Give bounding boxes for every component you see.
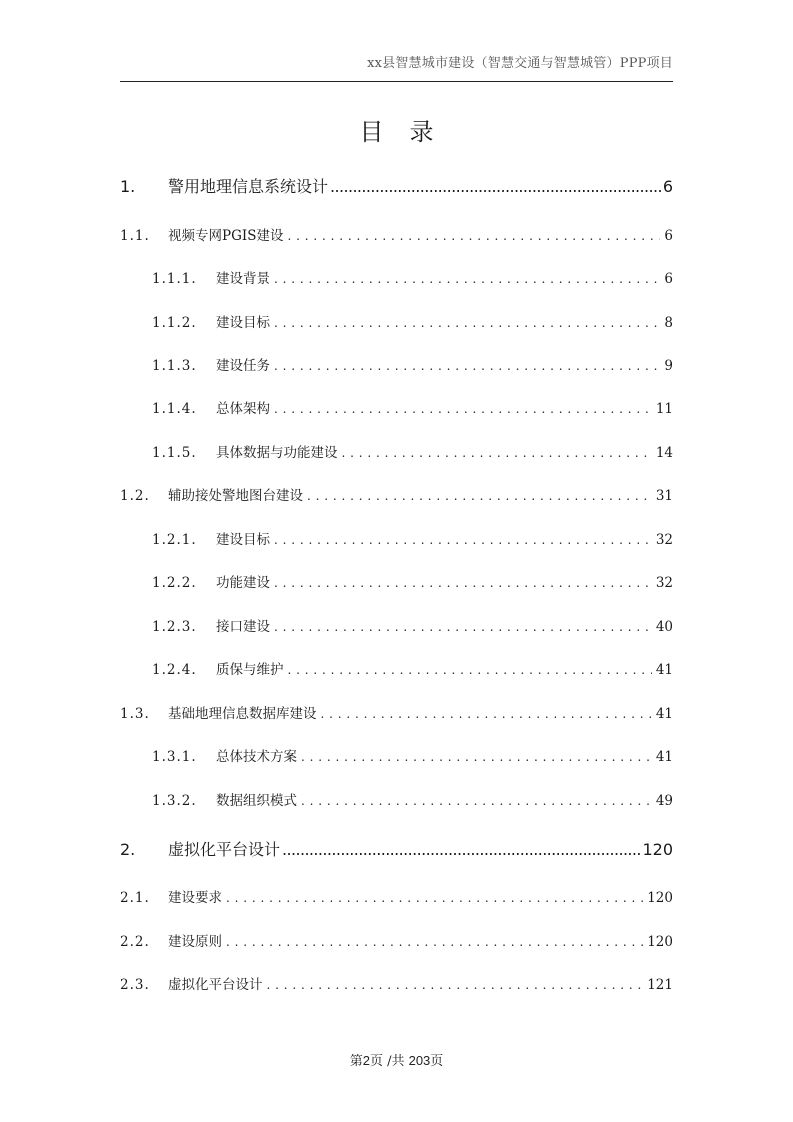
toc-entry-number: 1.: [120, 177, 136, 196]
toc-entry-number: 1.1.: [120, 228, 150, 244]
toc-entry[interactable]: [152, 571, 673, 591]
toc-leader-dots: [301, 794, 652, 808]
toc-entry-page: 14: [655, 445, 673, 461]
toc-leader-dots: [307, 489, 652, 503]
toc-entry[interactable]: [120, 973, 673, 993]
toc-entry-number: 2.3.: [120, 977, 150, 993]
toc-leader-dots: [301, 750, 652, 764]
toc-entry-title: 虚拟化平台设计: [168, 977, 263, 993]
toc-entry[interactable]: [120, 224, 673, 244]
toc-entry-page: 120: [647, 934, 673, 950]
toc-entry-number: 1.1.4.: [152, 401, 197, 417]
toc-entry-number: 2.: [120, 840, 136, 859]
toc-leader-dots: [274, 533, 652, 547]
toc-entry-number: 1.1.5.: [152, 445, 197, 461]
toc-entry-title: 视频专网PGIS建设: [168, 228, 284, 244]
toc-entry-number: 1.2.1.: [152, 532, 197, 548]
footer-current-page: 2: [362, 1053, 370, 1068]
toc-entry-number: 1.2.: [120, 488, 150, 504]
toc-entry-page: 8: [664, 315, 673, 331]
toc-leader-dots: [226, 891, 643, 905]
toc-leader-dots: [226, 935, 643, 949]
toc-entry-page: 9: [664, 358, 673, 374]
toc-entry-number: 1.3.2.: [152, 793, 197, 809]
toc-leader-dots: [274, 402, 652, 416]
toc-leader-dots: [330, 177, 661, 196]
toc-leader-dots: [274, 620, 652, 634]
toc-entry-page: 121: [647, 977, 673, 993]
page-header: xx县智慧城市建设（智慧交通与智慧城管）PPP项目: [367, 56, 673, 71]
toc-entry[interactable]: [152, 267, 673, 287]
header-rule: [120, 81, 673, 82]
toc-entry[interactable]: [152, 354, 673, 374]
toc-entry[interactable]: [152, 789, 673, 809]
toc-entry-page: 11: [655, 401, 673, 417]
toc-entry-title: 建设原则: [168, 934, 222, 950]
toc-entry-number: 1.2.2.: [152, 575, 197, 591]
toc-leader-dots: [274, 316, 660, 330]
toc-entry[interactable]: [152, 311, 673, 331]
toc-entry-page: 49: [655, 793, 673, 809]
toc-entry[interactable]: [120, 886, 673, 906]
toc-entry-page: 32: [655, 532, 673, 548]
toc-entry-title: 总体技术方案: [216, 749, 297, 765]
toc-entry[interactable]: [152, 441, 673, 461]
toc-entry-title: 建设目标: [216, 532, 270, 548]
toc-entry-title: 建设要求: [168, 890, 222, 906]
toc-entry-title: 辅助接处警地图台建设: [168, 488, 303, 504]
toc-entry[interactable]: [120, 174, 673, 197]
toc-entry[interactable]: [152, 615, 673, 635]
toc-entry[interactable]: [152, 745, 673, 765]
toc-entry[interactable]: [152, 397, 673, 417]
toc-entry-number: 2.1.: [120, 890, 150, 906]
toc-entry[interactable]: [152, 528, 673, 548]
toc-entry-number: 1.1.3.: [152, 358, 197, 374]
toc-entry-page: 41: [655, 706, 673, 722]
toc-entry-page: 32: [655, 575, 673, 591]
toc-entry-title: 具体数据与功能建设: [216, 445, 338, 461]
toc-entry-title: 质保与维护: [216, 662, 284, 678]
toc-entry-page: 31: [655, 488, 673, 504]
footer-total-pages: 203: [408, 1053, 431, 1068]
toc-entry-number: 1.3.1.: [152, 749, 197, 765]
toc-entry-number: 1.1.2.: [152, 315, 197, 331]
toc-leader-dots: [274, 576, 652, 590]
toc-leader-dots: [274, 359, 660, 373]
footer-middle: 页 /共: [369, 1054, 409, 1069]
toc-leader-dots: [321, 707, 652, 721]
toc-entry-page: 6: [664, 228, 673, 244]
toc-entry-title: 数据组织模式: [216, 793, 297, 809]
toc-entry-page: 6: [662, 177, 673, 196]
toc-entry-title: 接口建设: [216, 619, 270, 635]
toc-entry-title: 建设目标: [216, 315, 270, 331]
footer-prefix: 第: [349, 1054, 363, 1069]
toc-entry-number: 1.2.3.: [152, 619, 197, 635]
toc-leader-dots: [267, 978, 644, 992]
toc-entry-page: 41: [655, 749, 673, 765]
toc-entry-title: 警用地理信息系统设计: [168, 177, 329, 196]
toc-leader-dots: [288, 663, 652, 677]
toc-entry-page: 120: [647, 890, 673, 906]
toc-entry[interactable]: [152, 658, 673, 678]
toc-entry-number: 1.3.: [120, 706, 150, 722]
toc-entry-page: 120: [642, 840, 673, 859]
footer-suffix: 页: [430, 1054, 444, 1069]
toc-entry-page: 6: [664, 271, 673, 287]
toc-entry-number: 2.2.: [120, 934, 150, 950]
toc-leader-dots: [287, 229, 660, 243]
toc-leader-dots: [274, 272, 660, 286]
toc-entry-number: 1.2.4.: [152, 662, 197, 678]
toc-entry-title: 建设任务: [216, 358, 270, 374]
toc-entry[interactable]: [120, 484, 673, 504]
toc-leader-dots: [282, 840, 640, 859]
toc-entry-page: 41: [655, 662, 673, 678]
toc-entry-title: 总体架构: [216, 401, 270, 417]
toc-entry-title: 虚拟化平台设计: [168, 840, 281, 859]
toc-leader-dots: [342, 446, 652, 460]
toc-entry[interactable]: [120, 702, 673, 722]
toc-entry-title: 基础地理信息数据库建设: [168, 706, 317, 722]
page-title: 目录: [359, 118, 460, 146]
toc-entry-page: 40: [655, 619, 673, 635]
toc-entry-title: 功能建设: [216, 575, 270, 591]
toc-entry-title: 建设背景: [216, 271, 270, 287]
toc-entry[interactable]: [120, 930, 673, 950]
toc-entry-number: 1.1.1.: [152, 271, 197, 287]
page-footer: [0, 1050, 793, 1069]
toc-entry[interactable]: [120, 837, 673, 860]
